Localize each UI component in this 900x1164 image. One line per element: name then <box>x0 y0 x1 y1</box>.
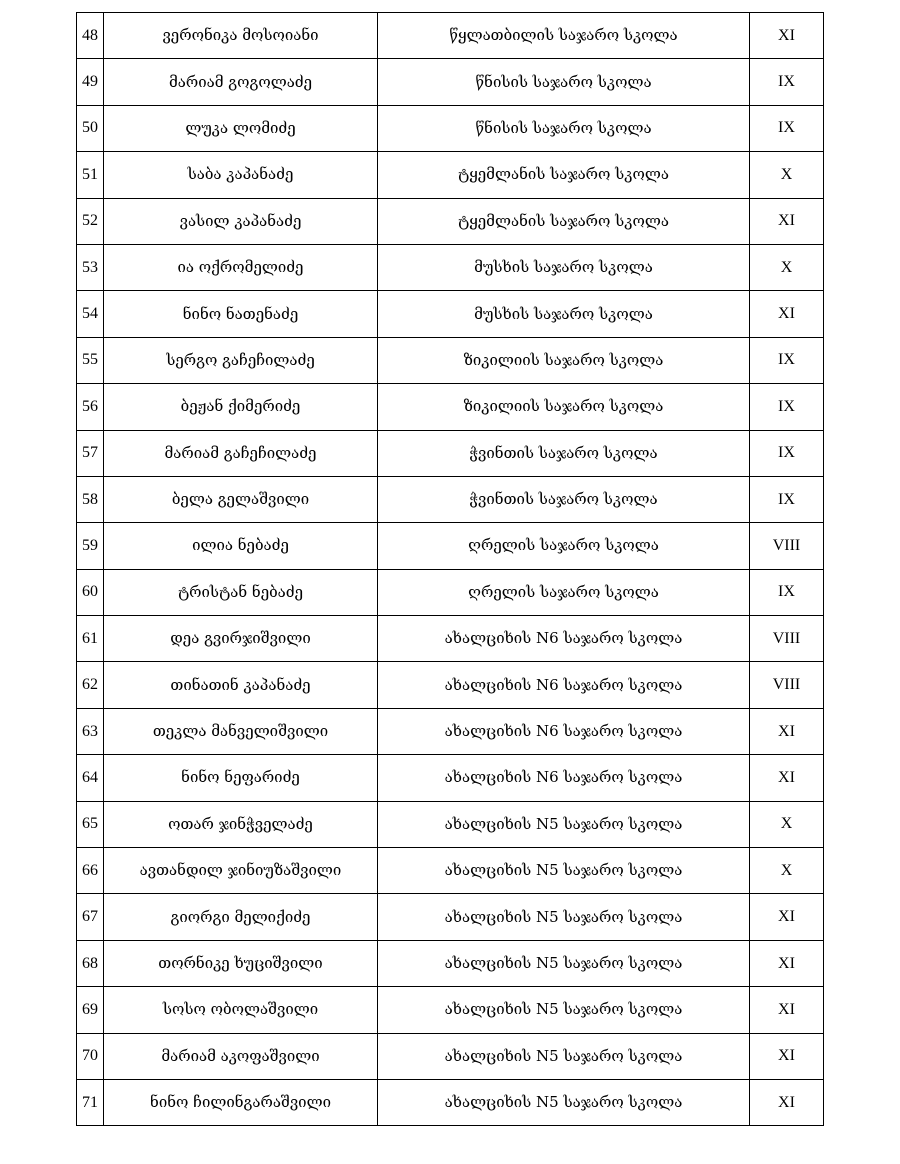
table-row <box>77 987 824 1033</box>
grade-cell: XI <box>750 755 824 801</box>
student-name-cell: მარიამ აკოფაშვილი <box>104 1033 378 1079</box>
table-row <box>77 152 824 198</box>
grade-cell: X <box>750 801 824 847</box>
row-number-cell: 63 <box>77 708 104 754</box>
grade-cell: X <box>750 848 824 894</box>
student-name-cell: ავთანდილ ჯინიუზაშვილი <box>104 848 378 894</box>
grade-cell: XI <box>750 894 824 940</box>
row-number-cell: 71 <box>77 1079 104 1125</box>
row-number-cell: 64 <box>77 755 104 801</box>
school-name-cell: ზიკილიის საჯარო სკოლა <box>378 384 750 430</box>
student-name-cell: თინათინ კაპანაძე <box>104 662 378 708</box>
school-name-cell: ტყემლანის საჯარო სკოლა <box>378 198 750 244</box>
row-number-cell: 57 <box>77 430 104 476</box>
grade-cell: IX <box>750 569 824 615</box>
student-name-cell: ია ოქრომელიძე <box>104 244 378 290</box>
grade-cell: IX <box>750 337 824 383</box>
row-number-cell: 51 <box>77 152 104 198</box>
grade-cell: XI <box>750 198 824 244</box>
table-row <box>77 105 824 151</box>
table-row <box>77 940 824 986</box>
row-number-cell: 66 <box>77 848 104 894</box>
student-name-cell: სოსო ობოლაშვილი <box>104 987 378 1033</box>
grade-cell: IX <box>750 430 824 476</box>
school-name-cell: ჭვინთის საჯარო სკოლა <box>378 476 750 522</box>
table-row <box>77 848 824 894</box>
school-name-cell: ღრელის საჯარო სკოლა <box>378 523 750 569</box>
grade-cell: XI <box>750 1033 824 1079</box>
grade-cell: VIII <box>750 662 824 708</box>
row-number-cell: 56 <box>77 384 104 430</box>
row-number-cell: 55 <box>77 337 104 383</box>
table-row <box>77 384 824 430</box>
student-name-cell: დეა გვირჯიშვილი <box>104 616 378 662</box>
table-row <box>77 337 824 383</box>
grade-cell: X <box>750 152 824 198</box>
student-name-cell: ბეჟან ქიმერიძე <box>104 384 378 430</box>
student-name-cell: ვასილ კაპანაძე <box>104 198 378 244</box>
student-name-cell: ნინო ნეფარიძე <box>104 755 378 801</box>
student-name-cell: ოთარ ჯინჭველაძე <box>104 801 378 847</box>
school-name-cell: ახალციხის N5 საჯარო სკოლა <box>378 894 750 940</box>
row-number-cell: 48 <box>77 13 104 59</box>
row-number-cell: 53 <box>77 244 104 290</box>
school-name-cell: ახალციხის N6 საჯარო სკოლა <box>378 755 750 801</box>
table-row <box>77 894 824 940</box>
grade-cell: XI <box>750 1079 824 1125</box>
grade-cell: IX <box>750 105 824 151</box>
school-name-cell: ახალციხის N5 საჯარო სკოლა <box>378 1079 750 1125</box>
school-name-cell: ზიკილიის საჯარო სკოლა <box>378 337 750 383</box>
row-number-cell: 58 <box>77 476 104 522</box>
table-row <box>77 801 824 847</box>
table-row <box>77 1033 824 1079</box>
row-number-cell: 52 <box>77 198 104 244</box>
participants-table <box>76 12 824 1126</box>
school-name-cell: მუსხის საჯარო სკოლა <box>378 244 750 290</box>
school-name-cell: ახალციხის N6 საჯარო სკოლა <box>378 708 750 754</box>
student-name-cell: მარიამ გოგოლაძე <box>104 59 378 105</box>
student-name-cell: მარიამ გაჩეჩილაძე <box>104 430 378 476</box>
row-number-cell: 50 <box>77 105 104 151</box>
school-name-cell: წნისის საჯარო სკოლა <box>378 105 750 151</box>
student-name-cell: ვერონიკა მოსოიანი <box>104 13 378 59</box>
row-number-cell: 60 <box>77 569 104 615</box>
school-name-cell: წყლათბილის საჯარო სკოლა <box>378 13 750 59</box>
grade-cell: IX <box>750 59 824 105</box>
table-row <box>77 662 824 708</box>
row-number-cell: 70 <box>77 1033 104 1079</box>
row-number-cell: 62 <box>77 662 104 708</box>
grade-cell: XI <box>750 987 824 1033</box>
row-number-cell: 54 <box>77 291 104 337</box>
student-name-cell: ილია ნებაძე <box>104 523 378 569</box>
grade-cell: IX <box>750 476 824 522</box>
table-row <box>77 708 824 754</box>
table-row <box>77 59 824 105</box>
table-row <box>77 523 824 569</box>
school-name-cell: ახალციხის N5 საჯარო სკოლა <box>378 848 750 894</box>
grade-cell: X <box>750 244 824 290</box>
row-number-cell: 49 <box>77 59 104 105</box>
row-number-cell: 65 <box>77 801 104 847</box>
grade-cell: IX <box>750 384 824 430</box>
table-row <box>77 755 824 801</box>
student-name-cell: თეკლა მანველიშვილი <box>104 708 378 754</box>
school-name-cell: წნისის საჯარო სკოლა <box>378 59 750 105</box>
table-row <box>77 569 824 615</box>
school-name-cell: ტყემლანის საჯარო სკოლა <box>378 152 750 198</box>
row-number-cell: 59 <box>77 523 104 569</box>
table-row <box>77 13 824 59</box>
grade-cell: XI <box>750 291 824 337</box>
grade-cell: VIII <box>750 523 824 569</box>
student-name-cell: გიორგი მელიქიძე <box>104 894 378 940</box>
school-name-cell: მუსხის საჯარო სკოლა <box>378 291 750 337</box>
table-row <box>77 1079 824 1125</box>
school-name-cell: ახალციხის N6 საჯარო სკოლა <box>378 616 750 662</box>
student-name-cell: სერგო გაჩეჩილაძე <box>104 337 378 383</box>
grade-cell: VIII <box>750 616 824 662</box>
grade-cell: XI <box>750 708 824 754</box>
table-row <box>77 244 824 290</box>
student-name-cell: საბა კაპანაძე <box>104 152 378 198</box>
student-name-cell: ბელა გელაშვილი <box>104 476 378 522</box>
student-name-cell: ტრისტან ნებაძე <box>104 569 378 615</box>
school-name-cell: ახალციხის N5 საჯარო სკოლა <box>378 987 750 1033</box>
student-name-cell: ლუკა ლომიძე <box>104 105 378 151</box>
row-number-cell: 67 <box>77 894 104 940</box>
student-name-cell: თორნიკე ხუციშვილი <box>104 940 378 986</box>
row-number-cell: 69 <box>77 987 104 1033</box>
grade-cell: XI <box>750 13 824 59</box>
school-name-cell: ღრელის საჯარო სკოლა <box>378 569 750 615</box>
school-name-cell: ახალციხის N5 საჯარო სკოლა <box>378 1033 750 1079</box>
student-name-cell: ნინო ნათენაძე <box>104 291 378 337</box>
school-name-cell: ჭვინთის საჯარო სკოლა <box>378 430 750 476</box>
school-name-cell: ახალციხის N6 საჯარო სკოლა <box>378 662 750 708</box>
participants-table-body <box>77 13 824 1126</box>
table-row <box>77 616 824 662</box>
student-name-cell: ნინო ჩილინგარაშვილი <box>104 1079 378 1125</box>
grade-cell: XI <box>750 940 824 986</box>
school-name-cell: ახალციხის N5 საჯარო სკოლა <box>378 801 750 847</box>
row-number-cell: 61 <box>77 616 104 662</box>
table-row <box>77 291 824 337</box>
school-name-cell: ახალციხის N5 საჯარო სკოლა <box>378 940 750 986</box>
row-number-cell: 68 <box>77 940 104 986</box>
table-row <box>77 430 824 476</box>
table-row <box>77 198 824 244</box>
table-row <box>77 476 824 522</box>
